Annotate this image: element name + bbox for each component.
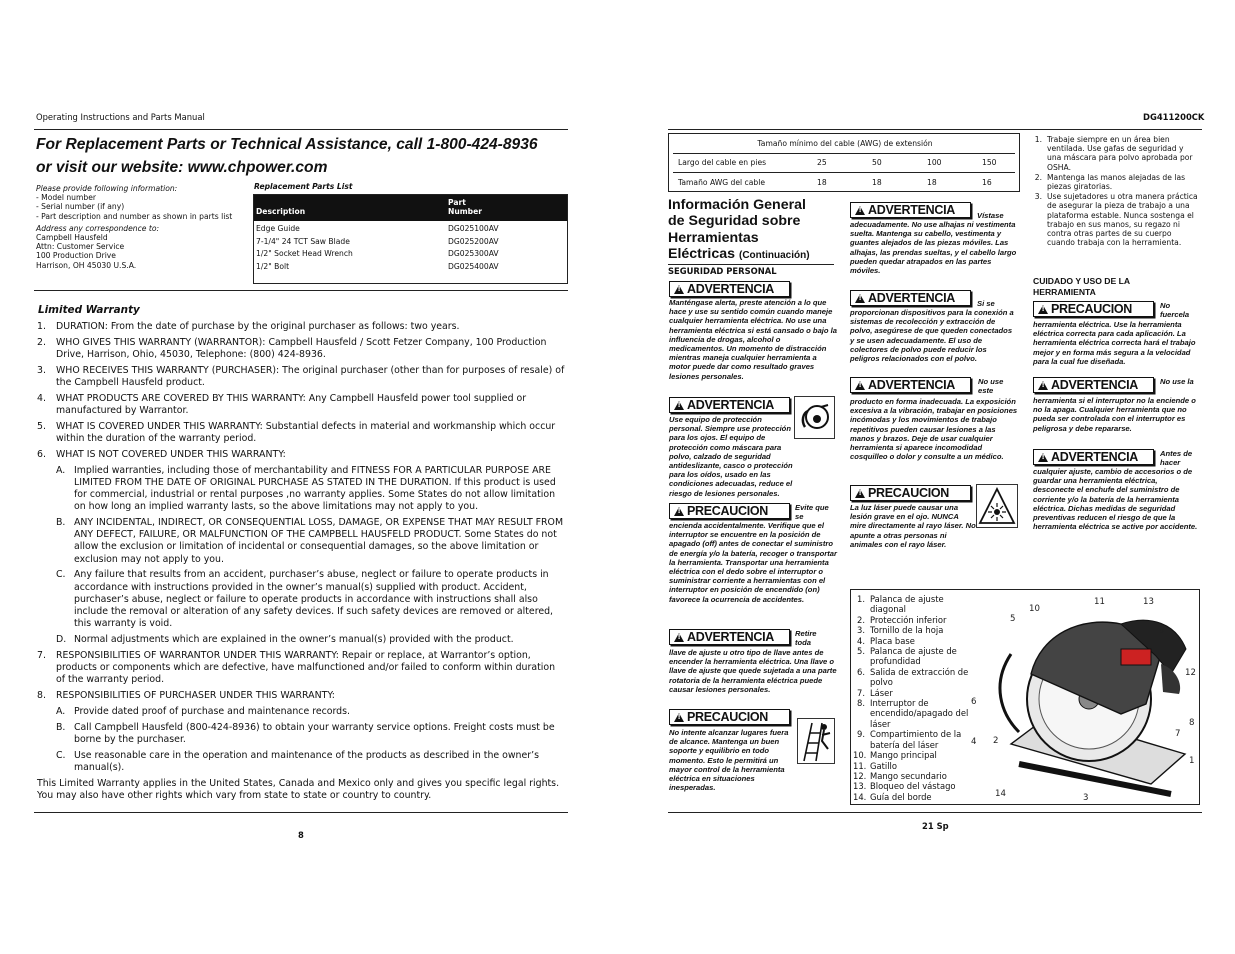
item-text: Placa base (870, 635, 915, 646)
col3-warning-2: cualquier ajuste, cambio de accesorios o de guardar una herramienta eléctrica, desconecte el enchufe del suministro de corriente y/o la batería de la herramienta eléctrica. Dichas medidas de seguridad preventivas reducen el riesgo de que la herramienta eléctrica se active por accidente. (1033, 467, 1198, 532)
tool-care-heading: CUIDADO Y USO DE LA HERRAMIENTA (1033, 276, 1130, 297)
item-number: A. (56, 464, 66, 476)
title-rule (668, 264, 834, 265)
right-page-number: 21 Sp (922, 821, 949, 831)
left-page-number: 8 (298, 830, 304, 840)
item-text: Call Campbell Hausfeld (800-424-8936) to obtain your warranty service options. Freight costs must be borne by the purchaser. (74, 721, 555, 745)
warranty-item (37, 465, 567, 514)
ventilation-list (1030, 135, 1200, 248)
warranty-item (37, 569, 567, 630)
item-text: Mantenga las manos alejadas de las piezas giratorias. (1047, 172, 1186, 192)
parts-legend (853, 594, 971, 802)
item-number: 5. (857, 646, 865, 657)
item-number: A. (56, 705, 66, 717)
warranty-item (37, 321, 567, 333)
col1-warning-3: llave de ajuste u otro tipo de llave antes de encender la herramienta eléctrica. Una llave o llave de ajuste que quede sujetada a una parte rotatoria de la herramienta eléctrica puede causar lesiones personales. (669, 648, 837, 694)
item-text: Mango secundario (870, 770, 947, 781)
item-text: ANY INCIDENTAL, INDIRECT, OR CONSEQUENTIAL LOSS, DAMAGE, OR EXPENSE THAT MAY RESULT FROM ANY DEFECT, FAILURE, OR MALFUNCTION OF THE CAMPBELL HAUSFELD PRODUCT. Some States do not allow the exclusion or limitation of incidental or consequential damages, so the above limitation or exclusion may not apply to you. (74, 517, 564, 565)
callout-number: 5 (1010, 614, 1016, 624)
item-text: Normal adjustments which are explained in the owner’s manual(s) provided with the product. (74, 634, 514, 646)
item-number: 4. (857, 635, 865, 646)
part-desc: 7-1/4" 24 TCT Saw Blade (256, 236, 350, 246)
badge-label: PRECAUCION (687, 710, 769, 724)
col-part-line2: Number (448, 207, 483, 216)
warning-lead: Vístase (977, 211, 1004, 220)
col2-caution-1: La luz láser puede causar una lesión grave en el ojo. NUNCA mire directamente al rayo láser. No apunte a otras personas ni animales con el rayo láser. (850, 503, 976, 549)
warning-triangle-icon (674, 507, 684, 516)
cable-value: 25 (817, 158, 827, 167)
part-desc: Edge Guide (256, 224, 300, 233)
caution-lead: Evite que se (795, 503, 829, 522)
item-number: D. (56, 634, 67, 646)
parts-table-header (254, 195, 567, 221)
item-text: Provide dated proof of purchase and maintenance records. (74, 705, 351, 717)
item-text: Interruptor de encendido/apagado del láser (870, 698, 969, 729)
warning-badge (850, 290, 971, 306)
callout-number: 4 (971, 737, 977, 747)
warning-triangle-icon (674, 713, 684, 722)
item-text: Any failure that results from an accident, purchaser’s abuse, neglect or failure to operate products in accordance with instructions provided in the owner’s manual(s) supplied with product. Accident, purchaser’s abuse, neglect or failure to operate products in accordance with instructions shall also include the removal or alteration of any safety devices. If such safety devices are removed or altered, this warranty is void. (74, 569, 554, 630)
warning-triangle-icon (674, 285, 684, 294)
saw-diagram-box (850, 589, 1200, 805)
warranty-footer: This Limited Warranty applies in the United States, Canada and Mexico only and gives you specific legal rights. You may also have other rights which vary from state to state or country to country. (37, 778, 560, 802)
item-number: 8. (857, 698, 865, 709)
warning-lead: No use este (978, 377, 1004, 396)
callout-number: 14 (995, 789, 1006, 799)
list-item (1030, 173, 1200, 191)
legend-item (853, 594, 971, 615)
col2-warning-3: producto en forma inadecuada. La exposición excesiva a la vibración, trabajar en posiciones incómodas y los movimientos de trabajo repetitivos pueden causar lesiones a las manos y brazos. Deje de usar cualquier herramienta si aparece incomodidad cosquilleo o dolor y consulte a un médico. (850, 397, 1018, 462)
section-title-line: Eléctricas (668, 245, 736, 262)
col1-warning-1: Manténgase alerta, preste atención a lo que hace y use su sentido común cuando maneje cualquier herramienta eléctrica. No use una herramienta eléctrica si está cansado o bajo la influencia de drogas, alcohol o medicamentos. Un momento de distracción mientras maneja cualquier herramienta a motor puede dar como resultado graves lesiones personales. (669, 298, 837, 381)
right-header-rule (668, 129, 1202, 130)
badge-label: PRECAUCION (687, 504, 769, 518)
col-description: Description (256, 207, 306, 216)
warranty-item (37, 650, 567, 687)
item-text: Palanca de ajuste diagonal (870, 594, 944, 615)
item-number: 3. (1034, 192, 1042, 202)
legend-item (853, 667, 971, 688)
warning-badge (669, 281, 790, 297)
info-heading: Please provide following information: (36, 184, 178, 193)
warranty-item (37, 690, 567, 702)
legend-item (853, 615, 971, 625)
badge-label: PRECAUCION (868, 486, 950, 500)
col2-warning-2: proporcionan dispositivos para la conexión a sistemas de recolección y extracción de polvo, asegúrese de que queden conectados y se usen adecuadamente. El uso de colectores de polvo puede reducir los peligros relacionados con el polvo. (850, 308, 1014, 364)
address-heading: Address any correspondence to: (36, 223, 160, 233)
warranty-list (37, 321, 567, 778)
legend-item (853, 761, 971, 771)
part-desc: 1/2" Socket Head Wrench (256, 249, 353, 258)
warning-badge (1033, 377, 1154, 393)
item-number: C. (56, 569, 66, 581)
callout-number: 10 (1029, 604, 1040, 614)
warning-triangle-icon (1038, 381, 1048, 390)
warning-lead: No use la (1160, 377, 1194, 386)
cable-rule (673, 153, 1015, 154)
warning-badge (669, 629, 790, 645)
item-text: Salida de extracción de polvo (870, 666, 969, 688)
col3-warning-1: herramienta si el interruptor no la enciende o no la apaga. Cualquier herramienta que no pueda ser controlada con el interruptor es peligrosa y debe repararse. (1033, 396, 1196, 433)
legend-item (853, 636, 971, 646)
item-number: 3. (857, 625, 865, 636)
section-rule (34, 290, 568, 291)
warning-triangle-icon (1038, 305, 1048, 314)
info-item: - Serial number (if any) (36, 202, 125, 212)
warning-lead: Si se (977, 299, 995, 308)
item-text: Use sujetadores u otra manera práctica de asegurar la pieza de trabajo a una plataforma estable. Nunca sostenga el trabajo en sus manos, su regazo ni contra otras partes de su cuerpo cuando trabaja con la herramienta. (1047, 192, 1198, 248)
warning-triangle-icon (674, 633, 684, 642)
warning-triangle-icon (674, 401, 684, 410)
item-text: RESPONSIBILITIES OF WARRANTOR UNDER THIS WARRANTY: Repair or replace, at Warrantor’s option, products or components which are defective, have malfunctioned and/or failed to conform within duration of the warranty period. (56, 649, 556, 686)
callout-number: 11 (1094, 597, 1105, 607)
left-header-rule (34, 129, 568, 130)
address-line: 100 Production Drive (36, 251, 116, 261)
right-running-header: DG411200CK (1143, 112, 1205, 122)
warning-triangle-icon (855, 206, 865, 215)
warranty-item (37, 722, 567, 746)
badge-label: ADVERTENCIA (687, 282, 774, 296)
warranty-title: Limited Warranty (38, 304, 140, 316)
warning-triangle-icon (855, 381, 865, 390)
callout-number: 2 (993, 736, 999, 746)
item-text: Guía del borde (870, 791, 932, 802)
badge-label: PRECAUCION (1051, 302, 1133, 316)
badge-label: ADVERTENCIA (868, 291, 955, 305)
cable-value: 18 (927, 178, 937, 187)
caution-lead: No fuercela (1160, 301, 1190, 320)
item-number: B. (56, 721, 66, 733)
item-number: 5. (37, 420, 46, 432)
personal-safety-heading: SEGURIDAD PERSONAL (668, 266, 777, 276)
warranty-item (37, 634, 567, 646)
legend-item (853, 750, 971, 760)
callout-number: 7 (1175, 729, 1181, 739)
legend-item (853, 646, 971, 667)
item-text: WHAT PRODUCTS ARE COVERED BY THIS WARRANTY: Any Campbell Hausfeld power tool supplied or manufactured by Warrantor. (56, 392, 527, 416)
address-line: Campbell Hausfeld (36, 233, 108, 243)
warranty-item (37, 706, 567, 718)
safety-glasses-icon (794, 396, 835, 439)
item-text: WHO GIVES THIS WARRANTY (WARRANTOR): Campbell Hausfeld / Scott Fetzer Company, 100 Production Drive, Harrison, Ohio, 45030, Telephone: (800) 424-8936. (56, 336, 547, 360)
info-item: - Part description and number as shown in parts list (36, 211, 233, 221)
cable-rule (673, 172, 1015, 173)
address-line: Attn: Customer Service (36, 242, 125, 252)
item-text: DURATION: From the date of purchase by the original purchaser as follows: two years. (56, 321, 460, 332)
badge-label: ADVERTENCIA (868, 203, 955, 217)
section-title-line: Herramientas (668, 229, 759, 246)
item-text: WHO RECEIVES THIS WARRANTY (PURCHASER): The original purchaser (other than for purposes of resale) of the Campbell Hausfeld product. (56, 364, 565, 388)
warning-triangle-icon (855, 294, 865, 303)
item-number: 7. (857, 687, 865, 698)
ladder-icon (797, 718, 835, 764)
legend-item (853, 688, 971, 698)
item-number: 1. (37, 321, 46, 332)
section-title-line: Información General (668, 197, 806, 213)
cable-value: 100 (927, 158, 942, 167)
item-text: Gatillo (870, 760, 898, 771)
cable-table (668, 133, 1020, 192)
cable-value: 150 (982, 158, 997, 167)
item-number: 8. (37, 690, 46, 702)
warranty-item (37, 365, 567, 389)
legend-item (853, 625, 971, 635)
part-number: DG025200AV (448, 236, 499, 246)
warning-badge (1033, 449, 1154, 465)
callout-number: 9 (1159, 626, 1165, 636)
cable-row2-label: Tamaño AWG del cable (678, 178, 765, 187)
cable-value: 18 (872, 178, 882, 187)
item-text: Tornillo de la hoja (870, 625, 944, 636)
item-number: 6. (857, 666, 865, 677)
left-running-header: Operating Instructions and Parts Manual (36, 112, 205, 122)
section-title-suffix: (Continuación) (739, 249, 810, 261)
info-block (36, 184, 246, 270)
warranty-item (37, 337, 567, 361)
item-number: 3. (37, 364, 46, 376)
part-number: DG025300AV (448, 249, 499, 258)
badge-label: ADVERTENCIA (1051, 450, 1138, 464)
item-number: 2. (37, 336, 46, 348)
col-part-line1: Part (448, 198, 466, 207)
callout-number: 6 (971, 697, 977, 707)
item-text: RESPONSIBILITIES OF PURCHASER UNDER THIS WARRANTY: (56, 690, 335, 702)
caution-badge (850, 485, 971, 501)
item-text: Implied warranties, including those of merchantability and FITNESS FOR A PARTICULAR PURPOSE ARE LIMITED FROM THE DATE OF ORIGINAL PURCHASE AS STATED IN THE DURATION. If this product is used for commercial, industrial or rental purposes ,no warranty applies. Some States do not allow limitation on how long an implied warranty lasts, so the above limitations may not apply to you. (74, 464, 556, 513)
item-text: Protección inferior (870, 614, 947, 625)
warranty-item (37, 393, 567, 417)
callout-number: 8 (1189, 718, 1195, 728)
part-number: DG025400AV (448, 261, 499, 271)
caution-badge (669, 709, 790, 725)
warning-badge (669, 397, 790, 413)
item-text: WHAT IS COVERED UNDER THIS WARRANTY: Substantial defects in material and workmanship which occur within the duration of the warranty period. (56, 420, 556, 444)
col1-warning-2: Use equipo de protección personal. Siempre use protección para los ojos. El equipo de protección como máscara para polvo, calzado de seguridad antideslizante, casco o protección para los oídos, usado en las condiciones adecuadas, reduce el riesgo de lesiones personales. (669, 415, 793, 498)
section-title (668, 197, 810, 264)
item-number: C. (56, 749, 66, 761)
item-text: Bloqueo del vástago (870, 781, 956, 792)
item-number: 12. (853, 770, 867, 781)
cable-table-title: Tamaño mínimo del cable (AWG) de extensión (757, 139, 933, 148)
item-text: Use reasonable care in the operation and maintenance of the products as described in the owner’s manual(s). (74, 749, 539, 773)
legend-item (853, 729, 971, 750)
callout-number: 3 (1083, 793, 1089, 803)
warranty-item (37, 517, 567, 566)
warranty-item (37, 449, 567, 461)
item-text: Trabaje siempre en un área bien ventilada. Use gafas de seguridad y una máscara para polvo aprobada por OSHA. (1047, 135, 1193, 172)
title-line-2: or visit our website: www.chpower.com (36, 159, 328, 176)
warning-triangle-icon (1038, 453, 1048, 462)
cable-value: 16 (982, 178, 992, 187)
warranty-item (37, 750, 567, 774)
item-text: WHAT IS NOT COVERED UNDER THIS WARRANTY: (56, 448, 286, 460)
col3-caution-1: herramienta eléctrica. Use la herramienta eléctrica correcta para cada aplicación. La herramienta eléctrica correcta hará el trabajo mejor y en forma más segura a la velocidad para la cual fue diseñada. (1033, 320, 1196, 366)
caution-badge (669, 503, 790, 519)
callout-number: 1 (1189, 756, 1195, 766)
callout-number: 13 (1143, 597, 1154, 607)
item-text: Compartimiento de la batería del láser (870, 729, 962, 750)
col1-caution-2: No intente alcanzar lugares fuera de alcance. Mantenga un buen soporte y equilibrio en todo momento. Esto le permitirá un mayor control de la herramienta eléctrica en situaciones inesperadas. (669, 728, 789, 793)
item-number: 1. (857, 594, 865, 604)
item-number: 14. (853, 791, 867, 802)
item-number: 4. (37, 392, 46, 404)
right-footer-rule (668, 812, 1202, 813)
list-item (1030, 135, 1200, 172)
table-row (256, 224, 499, 274)
laser-icon (976, 484, 1018, 528)
info-item: - Model number (36, 193, 97, 203)
parts-list-table (253, 194, 568, 284)
cable-value: 18 (817, 178, 827, 187)
warranty-item (37, 421, 567, 445)
item-number: 7. (37, 649, 46, 661)
warning-badge (850, 202, 971, 218)
badge-label: ADVERTENCIA (868, 378, 955, 392)
item-number: B. (56, 517, 66, 528)
item-number: 11. (853, 760, 867, 771)
legend-item (853, 781, 971, 791)
badge-label: ADVERTENCIA (687, 630, 774, 644)
callout-number: 12 (1185, 668, 1196, 678)
cable-value: 50 (872, 158, 882, 167)
replacement-title (36, 133, 538, 179)
item-text: Palanca de ajuste de profundidad (870, 646, 957, 667)
part-number: DG025100AV (448, 224, 499, 233)
address-line: Harrison, OH 45030 U.S.A. (36, 260, 137, 270)
item-number: 1. (1034, 135, 1042, 144)
badge-label: ADVERTENCIA (1051, 378, 1138, 392)
item-text: Láser (870, 687, 893, 698)
warning-lead: Antes de hacer (1160, 449, 1193, 468)
badge-label: ADVERTENCIA (687, 398, 774, 412)
parts-list-title: Replacement Parts List (254, 182, 353, 191)
list-item (1030, 192, 1200, 247)
warning-badge (850, 377, 971, 393)
left-footer-rule (34, 812, 568, 813)
item-number: 13. (853, 781, 867, 792)
item-text: Mango principal (870, 750, 937, 761)
item-number: 2. (857, 614, 865, 625)
cable-row1-label: Largo del cable en pies (678, 158, 767, 167)
item-number: 10. (853, 750, 867, 761)
warning-triangle-icon (855, 489, 865, 498)
title-line-1: For Replacement Parts or Technical Assistance, call 1-800-424-8936 (36, 136, 538, 153)
item-number: 9. (857, 729, 865, 740)
legend-item (853, 698, 971, 729)
col2-warning-1: adecuadamente. No use alhajas ni vestimenta suelta. Mantenga su cabello, vestimenta y guantes alejados de las piezas móviles. Las alhajas, las prendas sueltas, y el cabello largo pueden quedar atrapados en las partes móviles. (850, 220, 1017, 276)
caution-badge (1033, 301, 1154, 317)
col1-caution-1: encienda accidentalmente. Verifique que el interruptor se encuentre en la posición de apagado (off) antes de conectar el suministro de energía y/o la batería, recoger o transportar la herramienta. Transportar una herramienta eléctrica con el dedo sobre el interruptor o suministrar corriente a herramientas con el interruptor en posición de encendido (on) favorece la ocurrencia de accidentes. (669, 521, 837, 604)
item-number: 6. (37, 448, 46, 460)
warning-lead: Retire toda (795, 629, 817, 648)
section-title-line: de Seguridad sobre (668, 213, 801, 230)
legend-item (853, 771, 971, 781)
item-number: 2. (1034, 172, 1042, 182)
part-desc: 1/2" Bolt (256, 261, 290, 271)
legend-item (853, 792, 971, 802)
